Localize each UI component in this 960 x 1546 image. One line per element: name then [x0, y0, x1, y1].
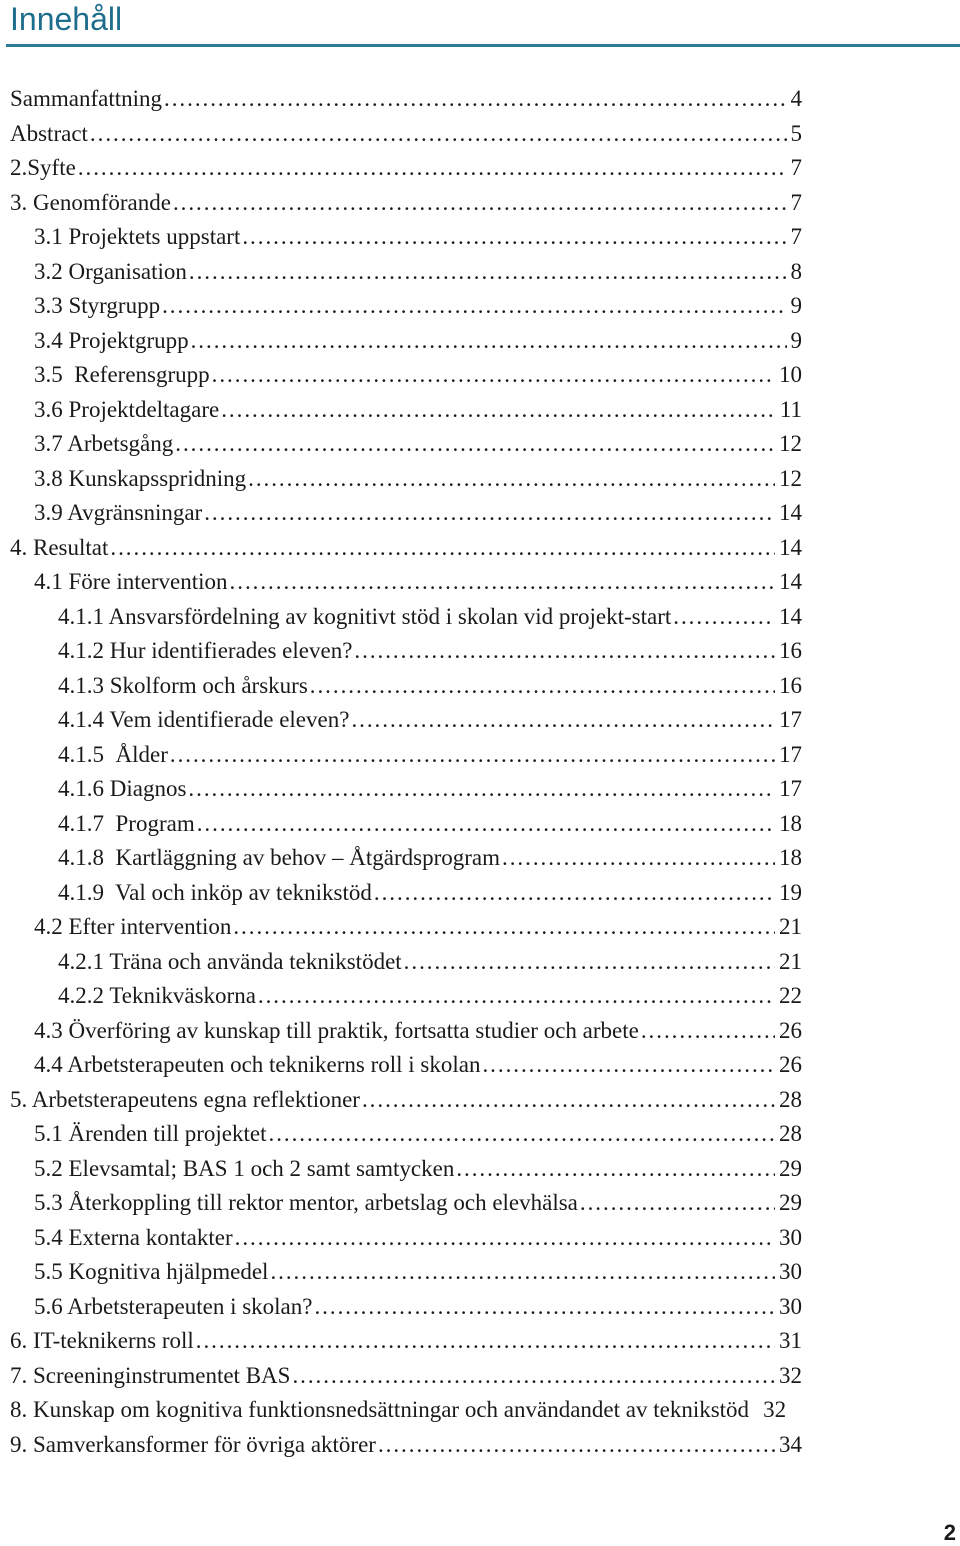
toc-entry-label: 3.5 Referensgrupp	[34, 358, 210, 393]
toc-entry-label: 4.4 Arbetsterapeuten och teknikerns roll i skolan	[34, 1048, 480, 1083]
toc-dot-leader	[502, 841, 775, 876]
toc-entry-line	[58, 772, 802, 807]
toc-entry-line	[58, 738, 802, 773]
toc-entry-page: 14	[779, 603, 802, 629]
toc-entry-page: 26	[779, 1052, 802, 1077]
toc-dot-leader	[242, 220, 786, 255]
toc-entry-line	[34, 393, 802, 428]
toc-entry[interactable]	[0, 82, 960, 117]
toc-entry[interactable]	[0, 151, 960, 186]
toc-entry[interactable]	[0, 1014, 960, 1049]
toc-entry-label: Sammanfattning	[10, 82, 162, 117]
toc-dot-leader	[270, 1255, 775, 1290]
toc-entry-line	[58, 807, 802, 842]
toc-dot-leader	[175, 427, 775, 462]
toc-entry-page: 5	[790, 120, 802, 146]
toc-entry-label: 4.1.8 Kartläggning av behov – Åtgärdsprogram	[58, 841, 500, 876]
toc-entry-line	[34, 324, 802, 359]
toc-entry[interactable]	[0, 324, 960, 359]
toc-entry-line	[58, 945, 802, 980]
toc-entry[interactable]	[0, 1359, 960, 1394]
toc-dot-leader	[191, 324, 787, 359]
toc-entry-page: 31	[779, 1328, 802, 1353]
toc-entry[interactable]	[0, 876, 960, 911]
toc-entry-label: 6. IT-teknikerns roll	[10, 1324, 194, 1359]
toc-entry-label: 7. Screeninginstrumentet BAS	[10, 1359, 290, 1394]
toc-dot-leader	[90, 117, 787, 152]
toc-entry[interactable]	[0, 1048, 960, 1083]
toc-entry[interactable]	[0, 600, 960, 635]
toc-entry-label: 4.2 Efter intervention	[34, 910, 231, 945]
toc-dot-leader	[221, 393, 776, 428]
toc-entry[interactable]	[0, 807, 960, 842]
toc-entry[interactable]	[0, 1255, 960, 1290]
toc-dot-leader	[162, 289, 786, 324]
toc-entry-page: 22	[779, 983, 802, 1008]
toc-entry-line	[58, 669, 802, 704]
toc-entry-label: 4.1.4 Vem identifierade eleven?	[58, 703, 349, 738]
toc-dot-leader	[374, 876, 775, 911]
toc-dot-leader	[354, 634, 775, 669]
toc-entry[interactable]	[0, 427, 960, 462]
toc-entry-page: 14	[779, 569, 802, 594]
toc-entry-line	[10, 1393, 786, 1428]
toc-entry-page: 30	[779, 1259, 802, 1284]
toc-entry[interactable]	[0, 634, 960, 669]
toc-entry-label: 4. Resultat	[10, 531, 108, 566]
toc-entry-page: 16	[779, 672, 802, 698]
toc-entry[interactable]	[0, 117, 960, 152]
toc-dot-leader	[310, 669, 775, 704]
toc-entry[interactable]	[0, 841, 960, 876]
toc-dot-leader	[204, 496, 775, 531]
toc-dot-leader	[110, 531, 775, 566]
toc-entry-label: 5. Arbetsterapeutens egna reflektioner	[10, 1083, 360, 1118]
toc-entry-line	[58, 703, 802, 738]
toc-dot-leader	[269, 1117, 776, 1152]
toc-dot-leader	[197, 807, 775, 842]
toc-entry-label: 4.1.3 Skolform och årskurs	[58, 669, 308, 704]
page-title: Innehåll	[10, 1, 123, 37]
toc-entry-line	[34, 358, 802, 393]
toc-entry-label: 3.2 Organisation	[34, 255, 187, 290]
toc-entry-page: 32	[779, 1362, 802, 1388]
toc-dot-leader	[456, 1152, 775, 1187]
toc-entry-line	[34, 1117, 802, 1152]
toc-entry-line	[10, 1428, 802, 1463]
toc-entry-label: 4.1.2 Hur identifierades eleven?	[58, 634, 352, 669]
toc-dot-leader	[230, 565, 775, 600]
toc-entry-line	[10, 82, 802, 117]
toc-dot-leader	[404, 945, 775, 980]
toc-entry-label: 5.5 Kognitiva hjälpmedel	[34, 1255, 268, 1290]
toc-entry-line	[34, 565, 802, 600]
toc-entry-label: 4.1.7 Program	[58, 807, 195, 842]
toc-dot-leader	[212, 358, 775, 393]
toc-dot-leader	[351, 703, 775, 738]
toc-entry-page: 7	[790, 224, 802, 249]
toc-entry[interactable]	[0, 703, 960, 738]
toc-dot-leader	[235, 1221, 775, 1256]
toc-dot-leader	[641, 1014, 775, 1049]
toc-entry[interactable]	[0, 255, 960, 290]
toc-entry-line	[34, 1048, 802, 1083]
toc-entry-page: 17	[779, 776, 802, 801]
toc-dot-leader	[78, 151, 787, 186]
toc-entry[interactable]	[0, 1324, 960, 1359]
toc-entry[interactable]	[0, 531, 960, 566]
toc-entry-page: 18	[779, 845, 802, 870]
toc-entry-line	[58, 979, 802, 1014]
toc-entry-line	[34, 220, 802, 255]
toc-entry-label: 4.1.9 Val och inköp av teknikstöd	[58, 876, 372, 911]
toc-entry-label: 4.2.2 Teknikväskorna	[58, 979, 256, 1014]
toc-entry-label: 8. Kunskap om kognitiva funktionsnedsättningar och användandet av teknikstöd	[10, 1393, 761, 1428]
toc-entry-line	[34, 1186, 802, 1221]
toc-entry[interactable]	[0, 1428, 960, 1463]
toc-entry-page: 16	[779, 638, 802, 663]
toc-entry-label: 5.6 Arbetsterapeuten i skolan?	[34, 1290, 312, 1325]
toc-entry-page: 9	[790, 327, 802, 353]
toc-entry[interactable]	[0, 738, 960, 773]
toc-entry[interactable]	[0, 910, 960, 945]
toc-entry[interactable]	[0, 1290, 960, 1325]
toc-entry-page: 26	[779, 1017, 802, 1043]
toc-entry[interactable]	[0, 1393, 960, 1428]
toc-entry-label: 3.9 Avgränsningar	[34, 496, 202, 531]
toc-entry-line	[10, 186, 802, 221]
toc-entry[interactable]	[0, 1083, 960, 1118]
toc-entry-label: 4.1.5 Ålder	[58, 738, 168, 773]
toc-dot-leader	[248, 462, 775, 497]
toc-entry[interactable]	[0, 1152, 960, 1187]
toc-entry-page: 30	[779, 1293, 802, 1319]
toc-entry-line	[34, 910, 802, 945]
toc-dot-leader	[233, 910, 775, 945]
toc-entry-page: 7	[790, 189, 802, 215]
toc-entry-page: 11	[779, 396, 802, 422]
toc-entry-label: 4.3 Överföring av kunskap till praktik, fortsatta studier och arbete	[34, 1014, 639, 1049]
toc-entry[interactable]	[0, 979, 960, 1014]
toc-entry[interactable]	[0, 358, 960, 393]
toc-entry-line	[34, 427, 802, 462]
toc-entry[interactable]	[0, 565, 960, 600]
toc-entry-page: 12	[779, 465, 802, 491]
toc-entry-line	[58, 600, 802, 635]
toc-entry-page: 29	[779, 1190, 802, 1215]
toc-entry[interactable]	[0, 669, 960, 704]
toc-entry-line	[34, 1290, 802, 1325]
toc-entry[interactable]	[0, 772, 960, 807]
toc-entry-page: 12	[779, 431, 802, 456]
toc-entry-page: 30	[779, 1224, 802, 1250]
toc-entry-label: 3.3 Styrgrupp	[34, 289, 160, 324]
toc-entry-line	[34, 1255, 802, 1290]
toc-entry[interactable]	[0, 496, 960, 531]
toc-entry-line	[10, 117, 802, 152]
toc-entry-line	[34, 255, 802, 290]
toc-dot-leader	[580, 1186, 775, 1221]
toc-entry-page: 7	[790, 155, 802, 180]
toc-dot-leader	[314, 1290, 775, 1325]
toc-entry-label: 4.1.1 Ansvarsfördelning av kognitivt stöd i skolan vid projekt-start	[58, 600, 671, 635]
toc-entry-label: 5.1 Ärenden till projektet	[34, 1117, 267, 1152]
toc-entry-line	[58, 634, 802, 669]
toc-dot-leader	[170, 738, 775, 773]
toc-entry-label: 3.1 Projektets uppstart	[34, 220, 240, 255]
toc-entry-label: 5.3 Återkoppling till rektor mentor, arbetslag och elevhälsa	[34, 1186, 578, 1221]
toc-entry-line	[34, 289, 802, 324]
toc-dot-leader	[378, 1428, 775, 1463]
toc-entry-label: 5.2 Elevsamtal; BAS 1 och 2 samt samtycken	[34, 1152, 454, 1187]
toc-entry-line	[34, 1014, 802, 1049]
toc-entry-page: 19	[779, 879, 802, 905]
toc-entry-label: 3.6 Projektdeltagare	[34, 393, 219, 428]
toc-entry-line	[34, 1152, 802, 1187]
toc-entry-line	[10, 1359, 802, 1394]
toc-dot-leader	[258, 979, 775, 1014]
toc-entry-page: 17	[779, 707, 802, 732]
toc-entry-label: 3.8 Kunskapsspridning	[34, 462, 246, 497]
toc-entry-line	[10, 1083, 802, 1118]
toc-entry-line	[10, 151, 802, 186]
toc-entry[interactable]	[0, 1117, 960, 1152]
toc-entry[interactable]	[0, 393, 960, 428]
toc-entry-label: 5.4 Externa kontakter	[34, 1221, 233, 1256]
toc-entry-page: 8	[790, 258, 802, 284]
toc-entry[interactable]	[0, 945, 960, 980]
toc-dot-leader	[362, 1083, 775, 1118]
toc-entry[interactable]	[0, 1221, 960, 1256]
toc-entry-page: 14	[779, 534, 802, 560]
page-number: 2	[943, 1520, 956, 1545]
toc-entry-page: 21	[779, 948, 802, 974]
toc-entry-page: 10	[779, 362, 802, 387]
toc-entry-label: 2.Syfte	[10, 151, 76, 186]
toc-entry-label: 4.2.1 Träna och använda teknikstödet	[58, 945, 402, 980]
toc-entry-page: 21	[779, 914, 802, 939]
toc-entry-page: 14	[779, 500, 802, 525]
toc-entry-label: 4.1 Före intervention	[34, 565, 228, 600]
toc-dot-leader	[292, 1359, 775, 1394]
toc-entry-label: 9. Samverkansformer för övriga aktörer	[10, 1428, 376, 1463]
toc-entry-label: 3. Genomförande	[10, 186, 171, 221]
toc-entry[interactable]	[0, 1186, 960, 1221]
toc-entry-page: 29	[779, 1155, 802, 1181]
toc-entry-label: 3.7 Arbetsgång	[34, 427, 173, 462]
toc-entry-line	[58, 841, 802, 876]
toc-dot-leader	[188, 772, 775, 807]
toc-dot-leader	[673, 600, 775, 635]
title-underline	[6, 44, 960, 47]
toc-entry-label: Abstract	[10, 117, 88, 152]
toc-dot-leader	[173, 186, 787, 221]
toc-entry-line	[34, 462, 802, 497]
toc-entry-label: 3.4 Projektgrupp	[34, 324, 189, 359]
toc-entry-page: 18	[779, 810, 802, 836]
toc-entry[interactable]	[0, 220, 960, 255]
toc-entry-page: 28	[779, 1086, 802, 1112]
toc-entry-page: 32	[763, 1397, 787, 1422]
toc-entry-page: 9	[790, 293, 802, 318]
toc-entry[interactable]	[0, 186, 960, 221]
toc-entry[interactable]	[0, 462, 960, 497]
toc-dot-leader	[196, 1324, 775, 1359]
toc-entry-page: 28	[779, 1121, 802, 1146]
toc-entry-page: 34	[779, 1431, 802, 1457]
toc-dot-leader	[482, 1048, 775, 1083]
toc-dot-leader	[164, 82, 786, 117]
toc-entry-page: 17	[779, 741, 802, 767]
toc-entry-line	[34, 496, 802, 531]
toc-entry-line	[58, 876, 802, 911]
toc-entry-label: 4.1.6 Diagnos	[58, 772, 186, 807]
toc-entry-line	[10, 531, 802, 566]
toc-dot-leader	[189, 255, 787, 290]
toc-entry-line	[10, 1324, 802, 1359]
toc-entry-page: 4	[790, 86, 802, 111]
toc-entry[interactable]	[0, 289, 960, 324]
toc-entry-line	[34, 1221, 802, 1256]
table-of-contents	[0, 82, 960, 1462]
